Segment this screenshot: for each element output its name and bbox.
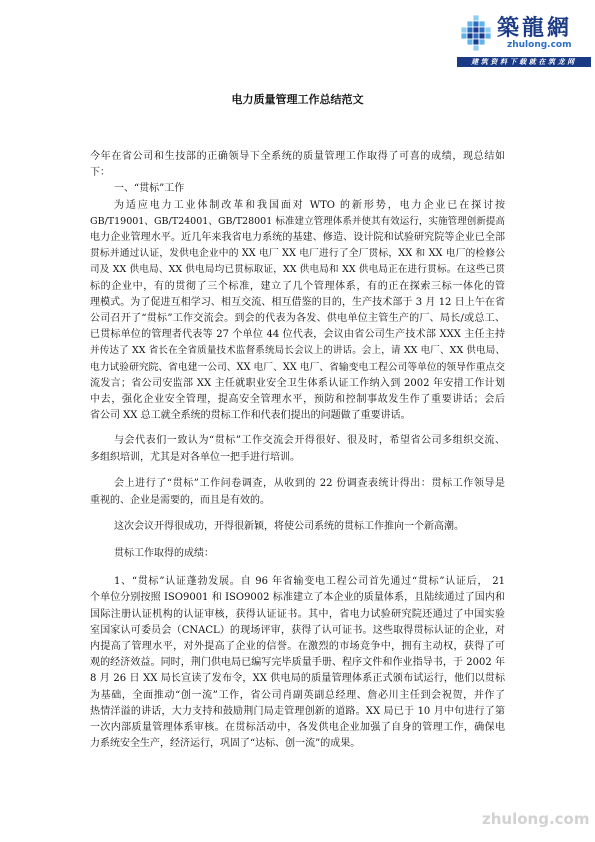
text-line: 这次会议开得很成功，开得很新颖，将使公司系统的贯标工作推向一个新高潮。 <box>114 521 464 533</box>
text-line: 贯标并通过认证，发供电企业中的 XX 电厂 XX 电厂进行了全厂贯标，XX 和 XX 电厂的检修公 <box>90 248 505 260</box>
text-line: 国际注册认证机构的认证审核，获得认证证书。其中，省电力试验研究院还通过了中国实验 <box>90 608 505 620</box>
text-line: 为适应电力工业体制改革和我国面对 WTO 的新形势，电力企业已在探讨按 <box>114 199 505 211</box>
text-line: 中去，强化企业安全管理，提高安全管理水平，预防和控制事故发生作了重要讲话；会后 <box>90 394 505 406</box>
paragraph-achievements-heading <box>90 546 505 562</box>
text-line: 公司召开了“贯标”工作交流会。到会的代表为各发、供电单位主管生产的厂、局长/或总工、 <box>90 313 505 325</box>
text-line: 标的企业中，有的贯彻了三个标准，建立了几个管理体系，有的正在探索三标一体化的管 <box>90 280 505 292</box>
intro-paragraph <box>90 149 505 181</box>
document-title: 电力质量管理工作总结范文 <box>231 93 364 106</box>
text-line: 内提高了管理水平，对外提高了企业的信誉。在激烈的市场竞争中，拥有主动权，获得了可 <box>90 640 505 652</box>
paragraph-representatives <box>90 433 505 465</box>
text-line: 电力试验研究院、省电建一公司、XX 电厂、XX 电厂、省输变电工程公司等单位的领导作重点交 <box>90 361 505 373</box>
text-line: 已贯标单位的管理者代表等 27 个单位 44 位代表，会议由省公司生产技术部 XXX 主任主持 <box>90 329 505 341</box>
text-line: 今年在省公司和生技部的正确领导下全系统的质量管理工作取得了可喜的成绩，现总结如 <box>90 151 505 162</box>
section-heading <box>90 181 505 197</box>
text-line: 一、“贯标”工作 <box>114 183 185 195</box>
zhulong-logo <box>455 10 591 68</box>
text-line: 室国家认可委员会（CNACL）的现场评审，获得了认可证书。这些取得贯标认证的企业，对 <box>90 624 505 636</box>
text-line: 理模式。为了促进互相学习、相互交流、相互借鉴的目的，生产技术部于 3 月 12 日上午在省 <box>90 296 505 308</box>
text-line: 流发言；省公司安监部 XX 主任就职业安全卫生体系认证工作纳入到 2002 年安措工作计划 <box>90 377 505 389</box>
document-body <box>90 149 505 752</box>
paragraph-certification <box>90 574 505 752</box>
text-line: 多组织培训，尤其是对各单位一把手进行培训。 <box>90 451 300 463</box>
paragraph-exchange-meeting <box>90 198 505 425</box>
text-line: 司及 XX 供电局、XX 供电局均已贯标取证，XX 供电局和 XX 供电局正在进行贯标。在这些已贯 <box>90 264 505 276</box>
logo-brand-text: 築龍網 <box>497 15 573 41</box>
logo-slogan-text: 建筑资料下载就在筑龙网 <box>471 57 577 66</box>
text-line: 力系统安全生产，经济运行，巩固了“达标、创一流”的成果。 <box>90 738 361 750</box>
text-line: 省公司 XX 总工就全系统的贯标工作和代表们提出的问题做了重要讲话。 <box>90 410 411 422</box>
logo-slogan-banner <box>457 57 591 67</box>
watermark-text: zhulong.com <box>482 810 590 828</box>
text-line: 为基础，全面推动“创一流”工作，省公司肖副英副总经理、詹必川主任到会祝贺，并作了 <box>90 689 505 701</box>
text-line: 贯标工作取得的成绩： <box>114 547 214 559</box>
text-line: 个单位分别按照 ISO9001 和 ISO9002 标准建立了本企业的质量体系，且陆续通过了国内和 <box>90 592 505 604</box>
text-line: GB/T19001、GB/T24001、GB/T28001 标准建立管理体系并使其有效运行，实施管理创新提高 <box>90 215 505 227</box>
text-line: 电力企业管理水平。近几年来我省电力系统的基建、修造、设计院和试验研究院等企业已全部 <box>90 232 505 244</box>
text-line: 下： <box>90 167 110 179</box>
text-line: 重视的、企业是需要的，而且是有效的。 <box>90 494 270 506</box>
logo-domain-text: zhulong.com <box>507 40 572 50</box>
text-line: 一次内部质量管理体系审核。在贯标活动中，各发供电企业加强了自身的管理工作，确保电 <box>90 722 505 733</box>
text-line: 并传达了 XX 省长在全省质量技术监督系统局长会议上的讲话。会上，请 XX 电厂、XX 供电局、 <box>90 345 505 357</box>
text-line: 观的经济效益。同时，荆门供电局已编写完毕质量手册、程序文件和作业指导书，于 2002 年 <box>90 657 505 669</box>
text-line: 会上进行了“贯标”工作问卷调查，从收到的 22 份调查表统计得出：贯标工作领导是 <box>114 478 505 490</box>
text-line: 热情洋溢的讲话，大力支持和鼓励荆门局走管理创新的道路。XX 局已于 10 月中旬进行了第 <box>90 705 505 717</box>
text-line: 8 月 26 日 XX 局长宣读了发布令，XX 供电局的质量管理体系正式颁布试运行，他们以贯标 <box>90 673 505 685</box>
text-line: 与会代表们一致认为“贯标”工作交流会开得很好、很及时，希望省公司多组织交流、 <box>114 435 505 447</box>
text-line: 1、“贯标”认证蓬勃发展。自 96 年省输变电工程公司首先通过“贯标”认证后， 21 <box>114 576 505 588</box>
paragraph-survey <box>90 476 505 508</box>
cube-globe-icon <box>460 14 492 52</box>
paragraph-meeting-success <box>90 519 505 535</box>
